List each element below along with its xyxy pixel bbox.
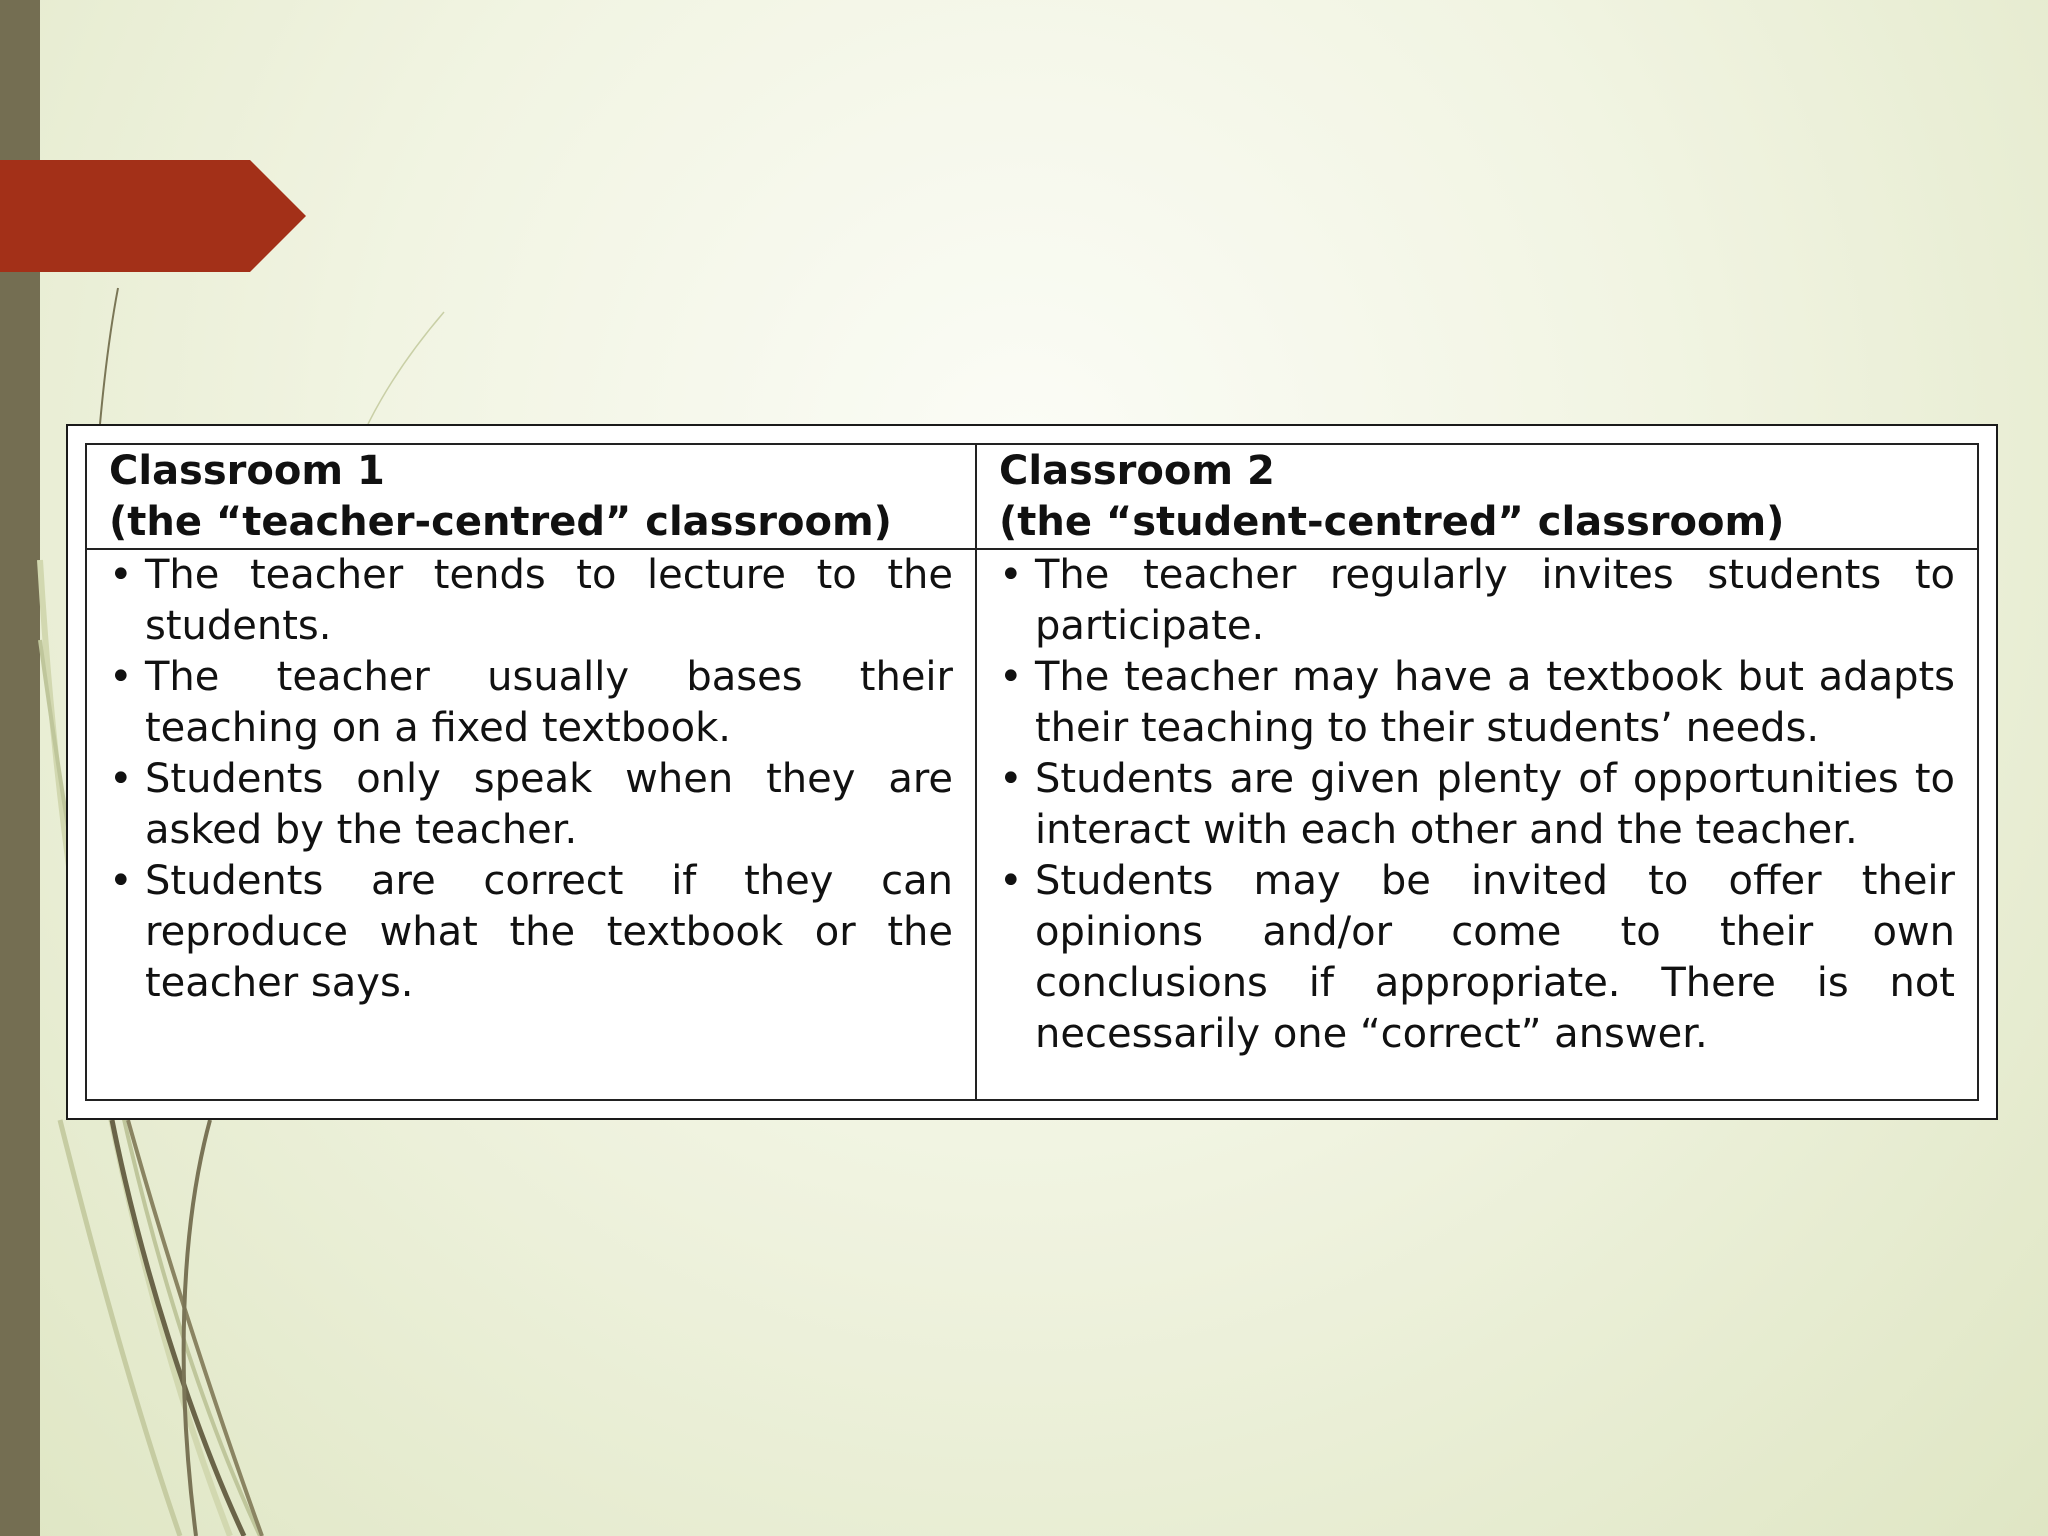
list-item: • The teacher tends to lecture to the students. — [109, 550, 953, 652]
comparison-table — [85, 443, 1979, 1101]
header-2-subtitle: (the “student-centred” classroom) — [999, 499, 1785, 545]
list-item: • Students may be invited to offer their opinions and/or come to their own conclusions if appropriate. There is not necessarily one “correct” answer. — [999, 856, 1955, 1060]
header-classroom-2 — [976, 444, 1978, 549]
list-item: • Students are given plenty of opportunities to interact with each other and the teacher. — [999, 754, 1955, 856]
table-body-row — [86, 549, 1978, 1100]
list-item: • The teacher regularly invites students to participate. — [999, 550, 1955, 652]
classroom-2-list — [999, 550, 1955, 1060]
list-item: • Students only speak when they are asked by the teacher. — [109, 754, 953, 856]
list-item: • The teacher may have a textbook but adapts their teaching to their students’ needs. — [999, 652, 1955, 754]
header-1-title: Classroom 1 — [109, 448, 385, 494]
header-2-title: Classroom 2 — [999, 448, 1275, 494]
table-header-row — [86, 444, 1978, 549]
header-classroom-1 — [86, 444, 976, 549]
header-1-subtitle: (the “teacher-centred” classroom) — [109, 499, 892, 545]
classroom-1-cell — [86, 549, 976, 1100]
comparison-table-frame — [66, 424, 1998, 1120]
list-item: • Students are correct if they can reproduce what the textbook or the teacher says. — [109, 856, 953, 1009]
classroom-1-list — [109, 550, 953, 1009]
list-item: • The teacher usually bases their teaching on a fixed textbook. — [109, 652, 953, 754]
classroom-2-cell — [976, 549, 1978, 1100]
